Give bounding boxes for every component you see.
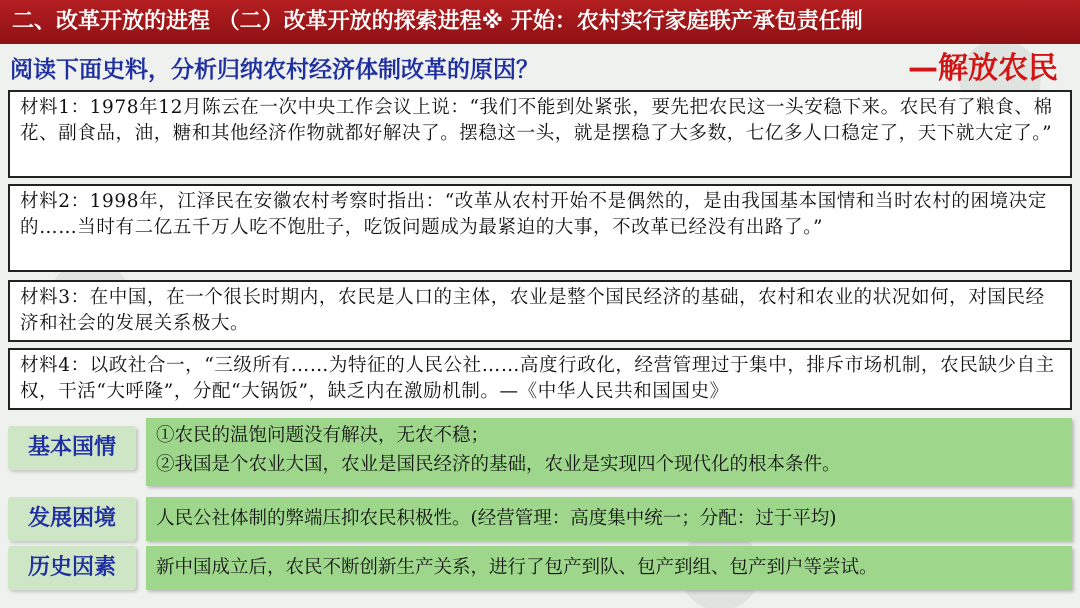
material-text: 材料2：1998年，江泽民在安徽农村考察时指出：“改革从农村开始不是偶然的，是由我国基本国情和当时农村的困境决定的……当时有二亿五千万人吃不饱肚子，吃饭问题成为最紧迫的大事，不改革已经没有出路了。” bbox=[20, 191, 1047, 238]
answer-line-2: ②我国是个农业大国，农业是国民经济的基础，农业是实现四个现代化的根本条件。 bbox=[156, 454, 841, 475]
material-text: 材料1：1978年12月陈云在一次中央工作会议上说：“我们不能到处紧张，要先把农民这一头安稳下来。农民有了粮食、棉花、副食品，油，糖和其他经济作物就都好解决了。摆稳这一头，就是摆稳了大多数，七亿多人口稳定了，天下就大定了。” bbox=[20, 97, 1053, 144]
answer-historical-factors: 新中国成立后，农民不断创新生产关系，进行了包产到队、包产到组、包产到户等尝试。 bbox=[146, 546, 1072, 590]
answer-development-dilemma: 人民公社体制的弊端压抑农民积极性。(经营管理：高度集中统一；分配：过于平均) bbox=[146, 497, 1072, 541]
question-prompt: 阅读下面史料，分析归纳农村经济体制改革的原因？ bbox=[10, 57, 539, 83]
material-text: 材料3：在中国，在一个很长时期内，农民是人口的主体，农业是整个国民经济的基础，农村和农业的状况如何，对国民经济和社会的发展关系极大。 bbox=[20, 287, 1045, 334]
tag-development-dilemma: 发展困境 bbox=[8, 497, 136, 541]
material-box-1 bbox=[8, 90, 1072, 178]
slide-header: 二、改革开放的进程 （二）改革开放的探索进程※ 开始：农村实行家庭联产承包责任制 bbox=[0, 0, 1080, 44]
tag-historical-factors: 历史因素 bbox=[8, 546, 136, 590]
theme-label: —解放农民 bbox=[908, 51, 1058, 86]
material-text: 材料4：以政社合一，“三级所有……为特征的人民公社……高度行政化，经营管理过于集中，排斥市场机制，农民缺少自主权，干活“大呼隆”，分配“大锅饭”，缺乏内在激励机制。—《中华人民共和国国史》 bbox=[20, 355, 1055, 402]
answer-line-1: ①农民的温饱问题没有解决，无农不稳； bbox=[156, 425, 490, 446]
material-box-2 bbox=[8, 184, 1072, 272]
tag-basic-conditions: 基本国情 bbox=[8, 426, 136, 470]
material-box-3 bbox=[8, 280, 1072, 342]
material-box-4 bbox=[8, 348, 1072, 410]
answer-basic-conditions bbox=[146, 418, 1072, 486]
